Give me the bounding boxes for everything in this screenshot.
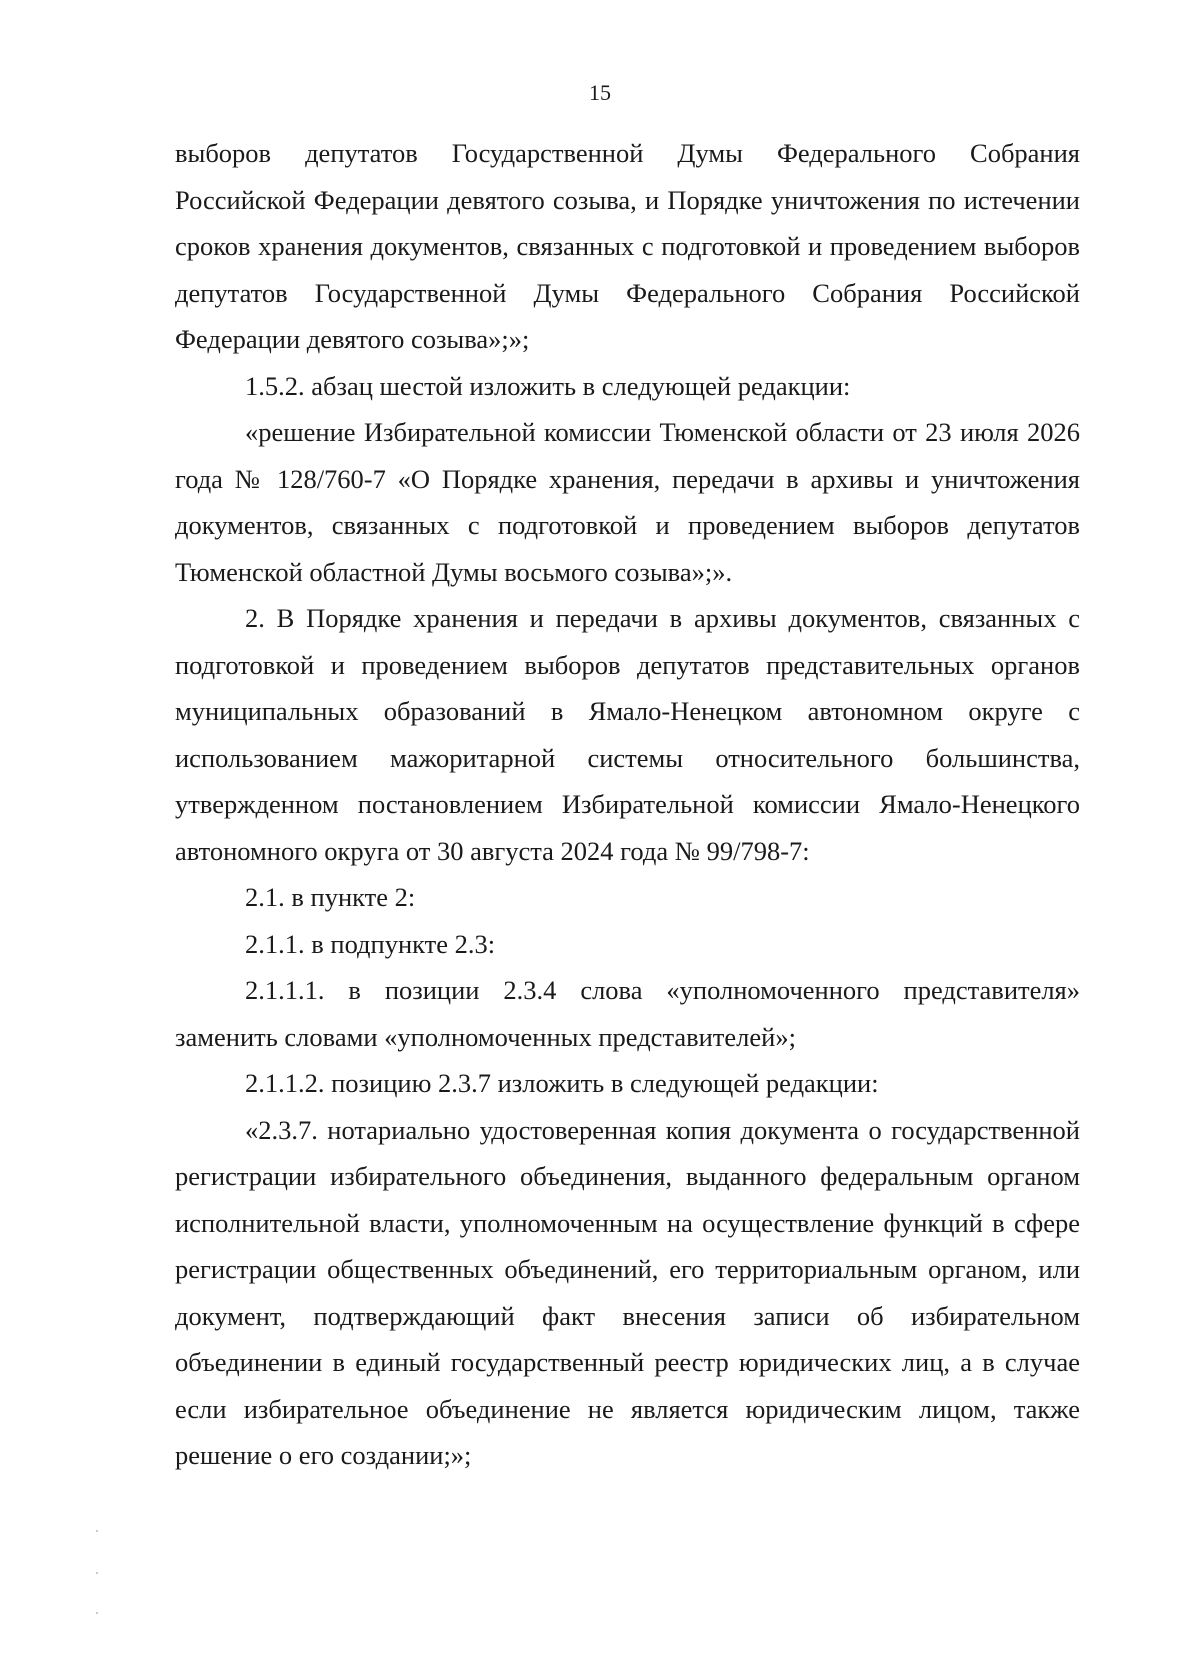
paragraph-2-3-7-quote: «2.3.7. нотариально удостоверенная копия документа о государственной регистрации избирательного объединения, выданного федеральным органом исполнительной власти, уполномоченным на осуществление функций в сфере регистрации общественных объединений, его территориальным органом, или документ, подтверждающий факт внесения записи об избирательном объединении в единый государственный реестр юридических лиц, а в случае если избирательное объединение не является юридическим лицом, также решение о его создании;»; (175, 1114, 1080, 1470)
paragraph-1-5-2: 1.5.2. абзац шестой изложить в следующей редакции: (245, 370, 851, 401)
page-number: 15 (589, 80, 611, 105)
paragraph-decision-quote: «решение Избирательной комиссии Тюменской области от 23 июля 2026 года № 128/760-7 «О Порядке хранения, передачи в архивы и уничтожения документов, связанных с подготовкой и проведением выборов депутатов Тюменской областной Думы восьмого созыва»;». (175, 417, 1080, 587)
scan-artifact (96, 1530, 98, 1532)
paragraph-2-1-1-2: 2.1.1.2. позицию 2.3.7 изложить в следующей редакции: (245, 1068, 879, 1098)
paragraph-2-1: 2.1. в пункте 2: (245, 882, 416, 912)
scan-artifact (96, 1572, 98, 1574)
document-body (175, 130, 1080, 1479)
paragraph-2-1-1-1: 2.1.1.1. в позиции 2.3.4 слова «уполномоченного представителя» заменить словами «уполномоченных представителей»; (175, 975, 1080, 1052)
scan-artifact (96, 1612, 98, 1614)
paragraph-continuation: выборов депутатов Государственной Думы Федерального Собрания Российской Федерации девятого созыва, и Порядке уничтожения по истечении сроков хранения документов, связанных с подготовкой и проведением выборов депутатов Государственной Думы Федерального Собрания Российской Федерации девятого созыва»;»; (175, 138, 1080, 354)
paragraph-2-1-1: 2.1.1. в подпункте 2.3: (245, 928, 496, 959)
paragraph-2: 2. В Порядке хранения и передачи в архивы документов, связанных с подготовкой и проведением выборов депутатов представительных органов муниципальных образований в Ямало-Ненецком автономном округе с использованием мажоритарной системы относительного большинства, утвержденном постановлением Избирательной комиссии Ямало-Ненецкого автономного округа от 30 августа 2024 года № 99/798-7: (175, 603, 1080, 866)
